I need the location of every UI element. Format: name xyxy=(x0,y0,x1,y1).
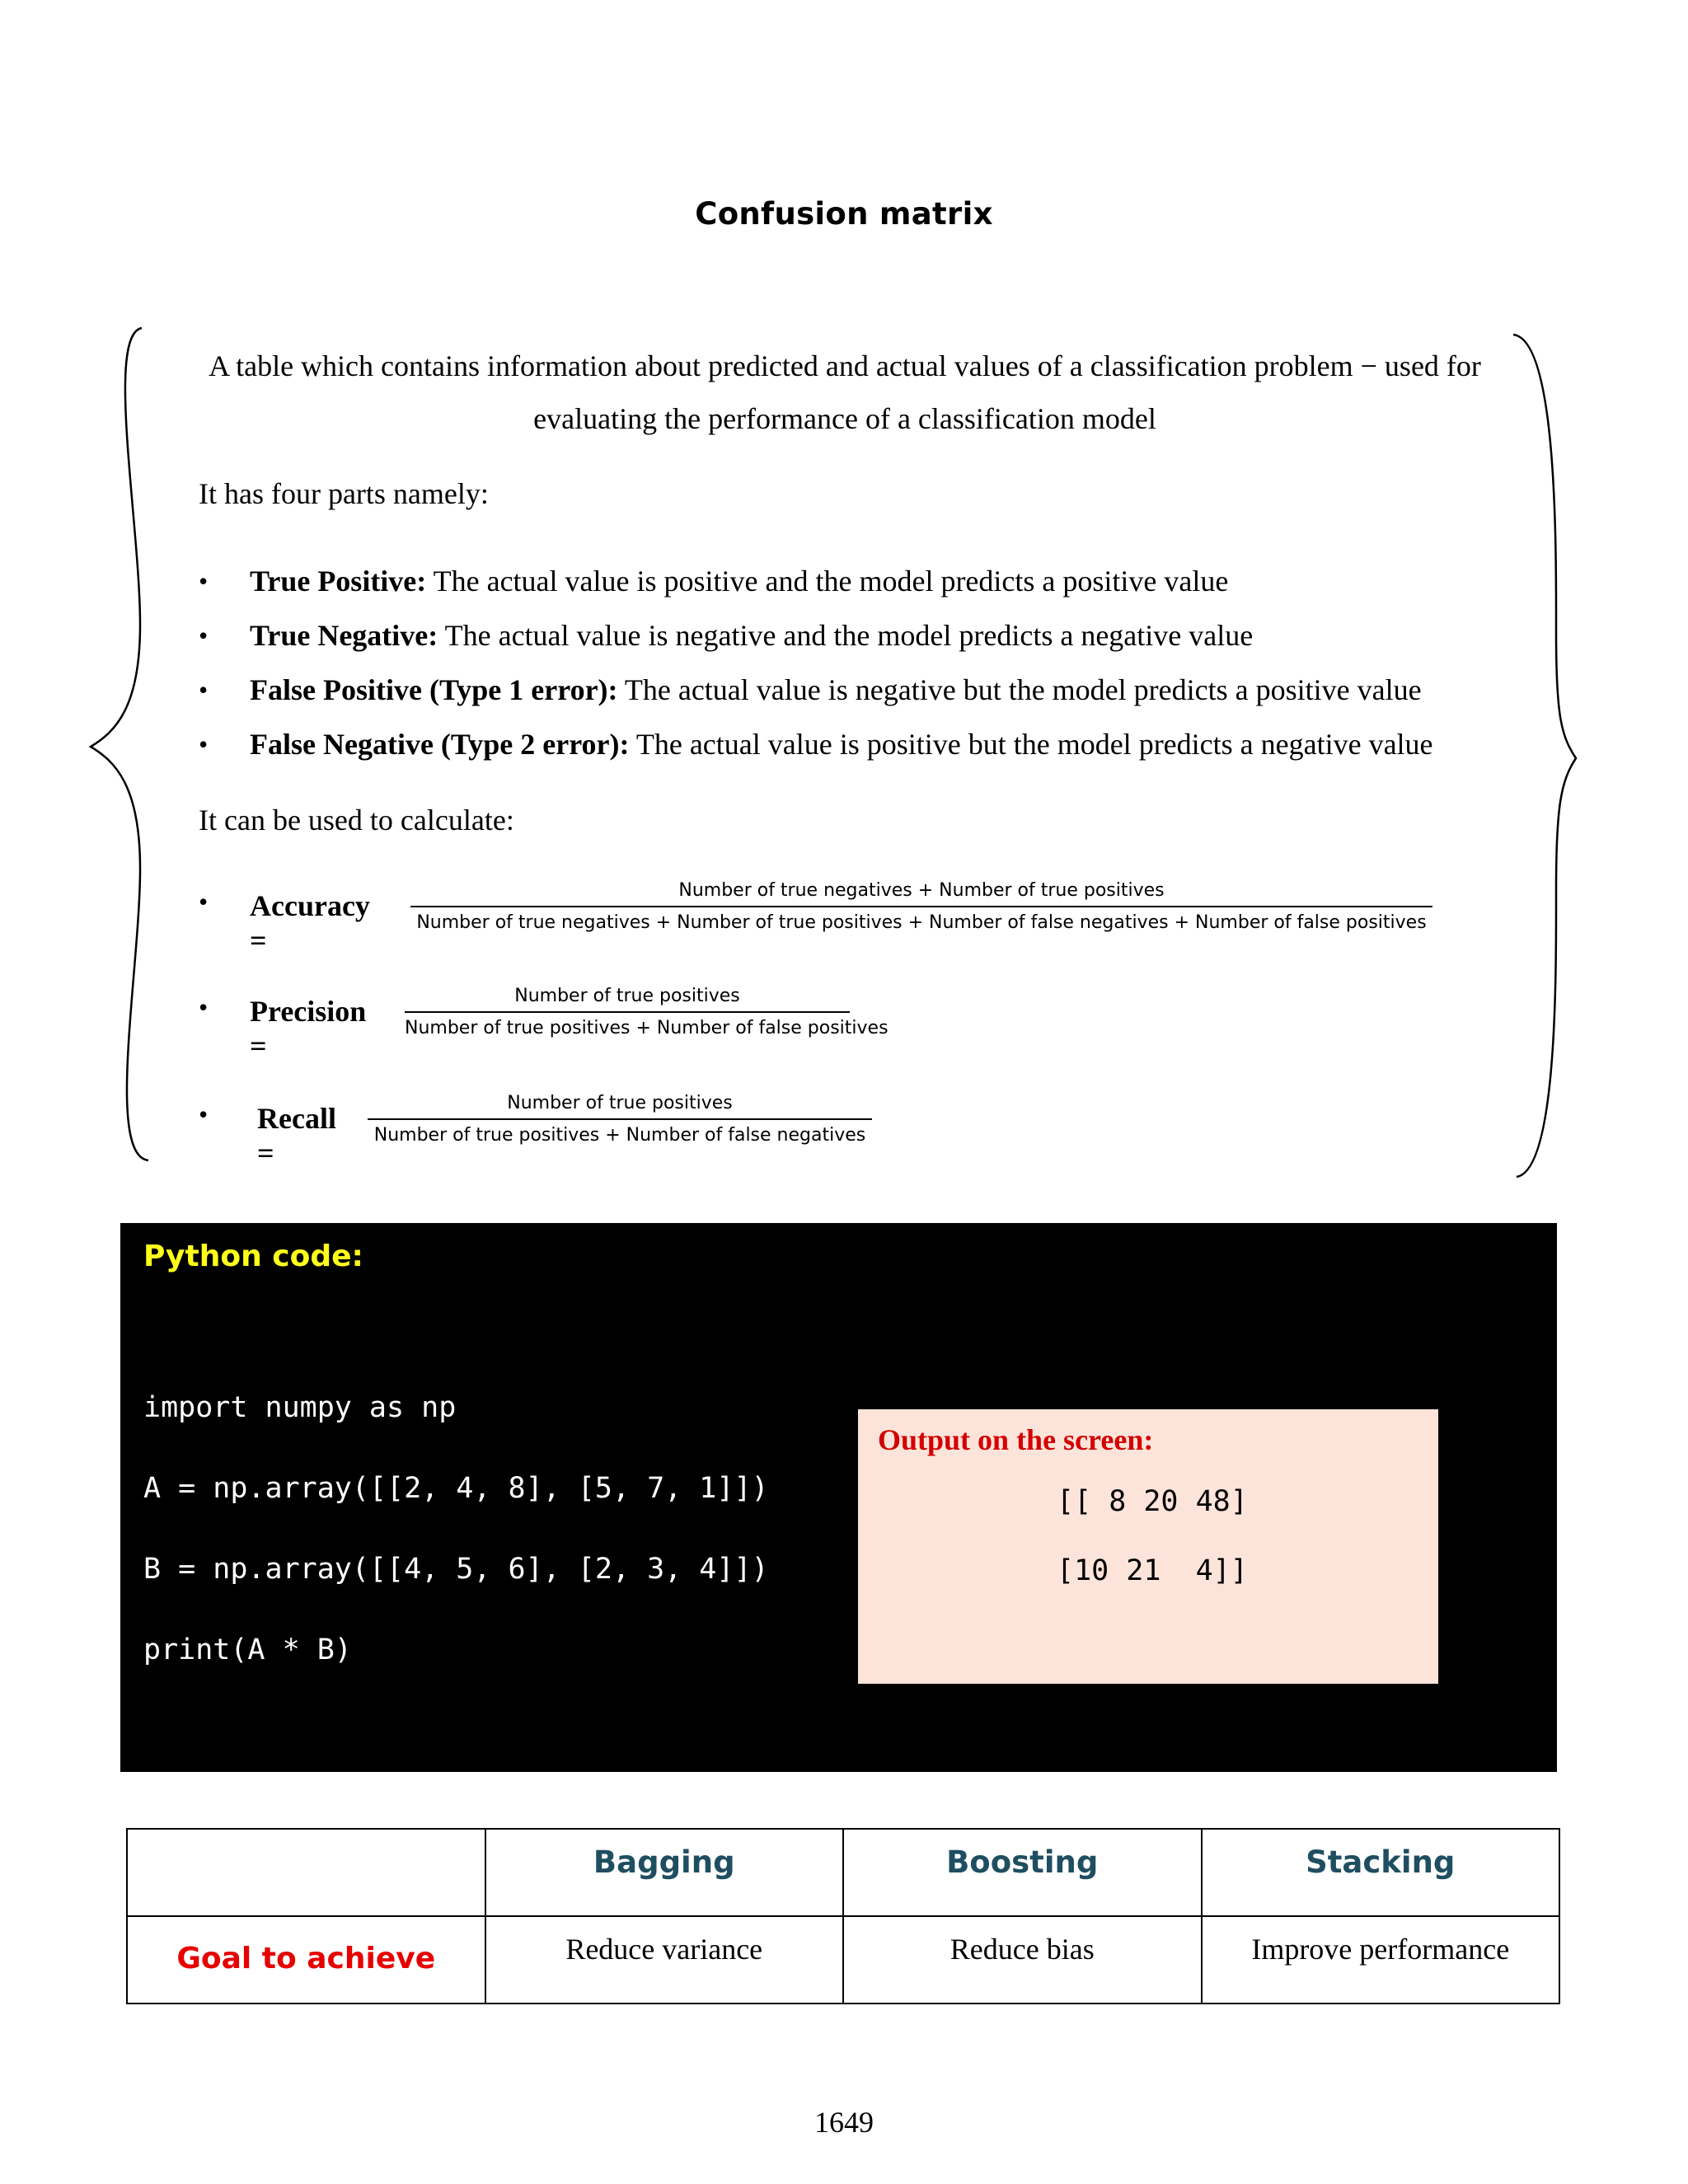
formula-name: Recall = xyxy=(257,1102,336,1169)
cell-bagging-goal: Reduce variance xyxy=(565,1933,763,1966)
header-cell xyxy=(127,1829,485,1916)
term-label: False Positive (Type 1 error): xyxy=(250,673,618,706)
term-label: True Negative: xyxy=(250,619,438,652)
code-line: import numpy as np xyxy=(143,1391,457,1424)
parts-intro: It has four parts namely: xyxy=(199,477,489,510)
code-line: print(A * B) xyxy=(143,1633,352,1666)
header-cell xyxy=(485,1829,844,1916)
numerator: Number of true negatives + Number of true positives xyxy=(678,880,1165,901)
numerator: Number of true positives xyxy=(507,1093,733,1113)
header-bagging: Bagging xyxy=(593,1844,735,1880)
table-cell xyxy=(843,1916,1202,2004)
term-description: The actual value is positive and the model predicts a positive value xyxy=(426,565,1229,598)
row-header-cell xyxy=(127,1916,485,2004)
denominator: Number of true positives + Number of false positives xyxy=(405,1018,889,1038)
code-heading: Python code: xyxy=(143,1240,363,1273)
denominator: Number of true negatives + Number of true positives + Number of false negatives + Number of false positives xyxy=(416,912,1427,933)
formula-name: Precision = xyxy=(250,995,367,1062)
bullet-icon: • xyxy=(199,1099,209,1129)
term-description: The actual value is negative and the model predicts a negative value xyxy=(438,619,1254,652)
ensemble-table xyxy=(126,1828,1560,2004)
table-row xyxy=(127,1916,1559,2004)
header-cell xyxy=(843,1829,1202,1916)
row-label: Goal to achieve xyxy=(176,1942,436,1975)
bullet-icon: • xyxy=(199,887,209,916)
output-line: [[ 8 20 48] xyxy=(1057,1485,1248,1518)
output-box xyxy=(858,1409,1438,1684)
numerator: Number of true positives xyxy=(514,986,740,1006)
code-panel xyxy=(120,1223,1557,1772)
cell-boosting-goal: Reduce bias xyxy=(950,1933,1095,1966)
list-item xyxy=(199,554,1433,608)
precision-fraction xyxy=(405,986,889,1038)
calc-intro: It can be used to calculate: xyxy=(199,804,514,837)
term-label: False Negative (Type 2 error): xyxy=(250,728,630,761)
bullet-icon: • xyxy=(199,992,209,1022)
left-curly-brace xyxy=(82,320,157,1170)
code-line: A = np.array([[2, 4, 8], [5, 7, 1]]) xyxy=(143,1472,769,1505)
list-item xyxy=(199,608,1433,663)
code-line: B = np.array([[4, 5, 6], [2, 3, 4]]) xyxy=(143,1553,769,1586)
right-curly-brace xyxy=(1510,320,1584,1185)
denominator: Number of true positives + Number of false negatives xyxy=(373,1125,866,1146)
recall-fraction xyxy=(368,1093,872,1146)
output-title: Output on the screen: xyxy=(878,1423,1154,1456)
parts-list xyxy=(199,554,1433,771)
header-stacking: Stacking xyxy=(1306,1844,1456,1880)
table-cell xyxy=(1202,1916,1560,2004)
list-item xyxy=(199,717,1433,771)
term-description: The actual value is positive but the model predicts a negative value xyxy=(629,728,1433,761)
header-boosting: Boosting xyxy=(946,1844,1099,1880)
definition-text: A table which contains information about predicted and actual values of a classification problem − used for evaluating the performance of a classification model xyxy=(209,349,1481,435)
term-description: The actual value is negative but the model predicts a positive value xyxy=(617,673,1422,706)
term-label: True Positive: xyxy=(250,565,427,598)
page-title: Confusion matrix xyxy=(695,196,993,232)
accuracy-fraction xyxy=(410,880,1432,933)
table-header-row xyxy=(127,1829,1559,1916)
output-line: [10 21 4]] xyxy=(1057,1554,1248,1587)
table-cell xyxy=(485,1916,844,2004)
header-cell xyxy=(1202,1829,1560,1916)
list-item xyxy=(199,663,1433,717)
page-number: 1649 xyxy=(814,2106,874,2139)
formula-name: Accuracy = xyxy=(250,889,370,957)
cell-stacking-goal: Improve performance xyxy=(1251,1933,1510,1966)
